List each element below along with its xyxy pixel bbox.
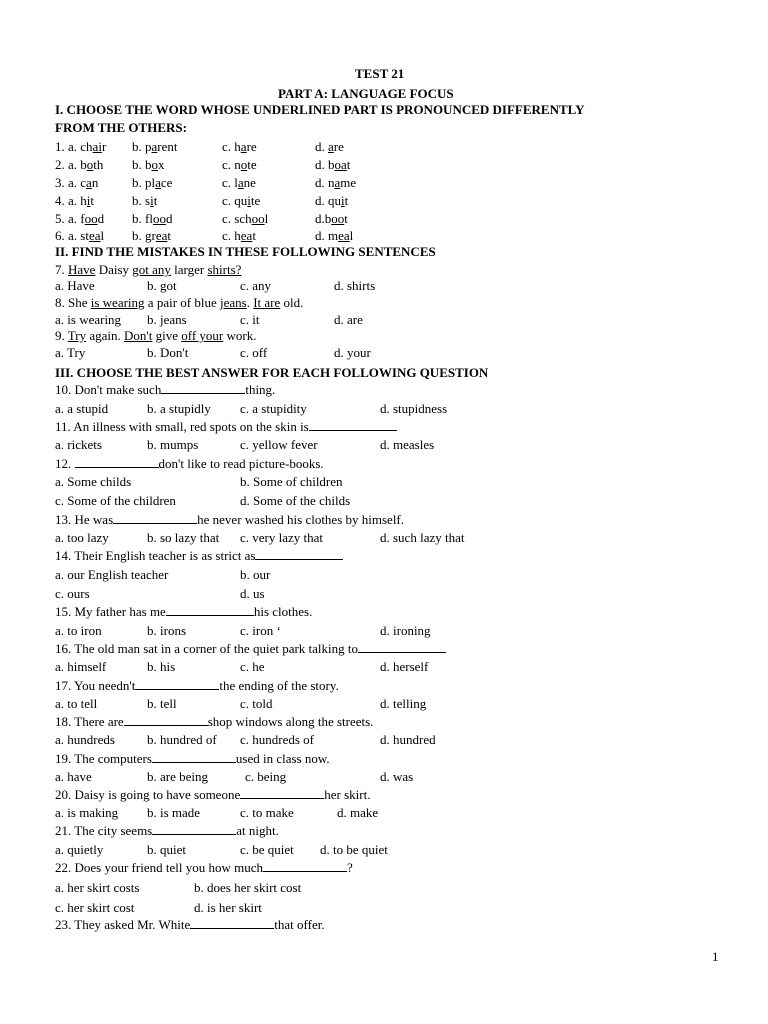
- q16-stem: 16. The old man sat in a corner of the quiet park talking to: [55, 641, 446, 656]
- q5-option-c: c. school: [222, 211, 269, 226]
- q10-option-d: d. stupidness: [380, 401, 448, 416]
- q2-option-a: 2. a. both: [55, 157, 104, 172]
- q9-sentence: 9. Try again. Don't give off your work.: [55, 328, 257, 343]
- q22-option-b: b. does her skirt cost: [194, 880, 302, 895]
- q19-option-d: d. was: [380, 769, 414, 784]
- q13-option-d: d. such lazy that: [380, 530, 465, 545]
- q10-option-c: c. a stupidity: [240, 401, 307, 416]
- answer-blank[interactable]: [358, 641, 446, 653]
- q12-option-d: d. Some of the childs: [240, 493, 351, 508]
- q7-sentence: 7. Have Daisy got any larger shirts?: [55, 262, 242, 277]
- section2-heading: II. FIND THE MISTAKES IN THESE FOLLOWING SENTENCES: [55, 244, 436, 259]
- q22-option-a: a. her skirt costs: [55, 880, 140, 895]
- answer-blank[interactable]: [309, 419, 397, 431]
- q1-option-c: c. hare: [222, 139, 257, 154]
- q15-stem: 15. My father has me his clothes.: [55, 604, 313, 619]
- q5-option-d: d.boot: [315, 211, 348, 226]
- q19-stem: 19. The computers used in class now.: [55, 751, 330, 766]
- q11-option-b: b. mumps: [147, 437, 199, 452]
- q3-option-a: 3. a. can: [55, 175, 99, 190]
- q7-option-a: a. Have: [55, 278, 95, 293]
- q15-option-b: b. irons: [147, 623, 186, 638]
- q16-option-a: a. himself: [55, 659, 107, 674]
- q7-option-d: d. shirts: [334, 278, 376, 293]
- q3-option-b: b. place: [132, 175, 173, 190]
- q17-option-b: b. tell: [147, 696, 177, 711]
- answer-blank[interactable]: [152, 751, 236, 763]
- answer-blank[interactable]: [263, 860, 347, 872]
- answer-blank[interactable]: [113, 512, 197, 524]
- q5-option-a: 5. a. food: [55, 211, 105, 226]
- q13-option-b: b. so lazy that: [147, 530, 220, 545]
- q19-option-b: b. are being: [147, 769, 209, 784]
- test-title: TEST 21: [355, 66, 405, 81]
- q19-option-a: a. have: [55, 769, 92, 784]
- q20-option-a: a. is making: [55, 805, 119, 820]
- q13-option-c: c. very lazy that: [240, 530, 324, 545]
- q6-option-d: d. meal: [315, 228, 354, 243]
- q9-option-a: a. Try: [55, 345, 86, 360]
- q2-option-d: d. boat: [315, 157, 351, 172]
- answer-blank[interactable]: [240, 787, 324, 799]
- q20-option-c: c. to make: [240, 805, 294, 820]
- q15-option-c: c. iron ‘: [240, 623, 281, 638]
- q12-stem: 12. don't like to read picture-books.: [55, 456, 324, 471]
- answer-blank[interactable]: [190, 917, 274, 929]
- q4-option-c: c. quite: [222, 193, 261, 208]
- q22-option-d: d. is her skirt: [194, 900, 262, 915]
- q21-option-a: a. quietly: [55, 842, 104, 857]
- page-number: 1: [712, 949, 719, 964]
- q10-stem: 10. Don't make such thing.: [55, 382, 276, 397]
- q9-option-b: b. Don't: [147, 345, 189, 360]
- q18-stem: 18. There are shop windows along the streets.: [55, 714, 374, 729]
- q9-option-c: c. off: [240, 345, 268, 360]
- q10-option-b: b. a stupidly: [147, 401, 211, 416]
- q17-option-a: a. to tell: [55, 696, 98, 711]
- q6-option-a: 6. a. steal: [55, 228, 105, 243]
- q19-option-c: c. being: [245, 769, 287, 784]
- q3-option-d: d. name: [315, 175, 357, 190]
- q22-stem: 22. Does your friend tell you how much ?: [55, 860, 353, 875]
- q14-option-b: b. our: [240, 567, 271, 582]
- q18-option-d: d. hundred: [380, 732, 436, 747]
- q17-option-c: c. told: [240, 696, 273, 711]
- q14-option-c: c. ours: [55, 586, 90, 601]
- q20-option-b: b. is made: [147, 805, 201, 820]
- section3-heading: III. CHOOSE THE BEST ANSWER FOR EACH FOLLOWING QUESTION: [55, 365, 489, 380]
- q23-stem: 23. They asked Mr. White that offer.: [55, 917, 325, 932]
- q18-option-a: a. hundreds: [55, 732, 115, 747]
- q4-option-a: 4. a. hit: [55, 193, 95, 208]
- q12-option-a: a. Some childs: [55, 474, 132, 489]
- answer-blank[interactable]: [135, 678, 219, 690]
- section1-heading: I. CHOOSE THE WORD WHOSE UNDERLINED PART IS PRONOUNCED DIFFERENTLY: [55, 102, 585, 117]
- q20-option-d: d. make: [337, 805, 379, 820]
- q8-option-c: c. it: [240, 312, 260, 327]
- q17-stem: 17. You needn't the ending of the story.: [55, 678, 339, 693]
- q15-option-a: a. to iron: [55, 623, 102, 638]
- q1-option-a: 1. a. chair: [55, 139, 107, 154]
- q18-option-b: b. hundred of: [147, 732, 217, 747]
- q18-option-c: c. hundreds of: [240, 732, 315, 747]
- q12-option-b: b. Some of children: [240, 474, 343, 489]
- q4-option-d: d. quit: [315, 193, 349, 208]
- q1-option-d: d. are: [315, 139, 344, 154]
- q9-option-d: d. your: [334, 345, 371, 360]
- q16-option-b: b. his: [147, 659, 176, 674]
- q20-stem: 20. Daisy is going to have someone her skirt.: [55, 787, 371, 802]
- q14-option-a: a. our English teacher: [55, 567, 169, 582]
- q12-option-c: c. Some of the children: [55, 493, 176, 508]
- q16-option-c: c. he: [240, 659, 265, 674]
- q10-option-a: a. a stupid: [55, 401, 109, 416]
- part-title: PART A: LANGUAGE FOCUS: [278, 86, 454, 101]
- q7-option-c: c. any: [240, 278, 272, 293]
- answer-blank[interactable]: [166, 604, 254, 616]
- q11-option-d: d. measles: [380, 437, 435, 452]
- answer-blank[interactable]: [75, 456, 159, 468]
- answer-blank[interactable]: [255, 548, 343, 560]
- q2-option-c: c. note: [222, 157, 257, 172]
- q21-option-b: b. quiet: [147, 842, 186, 857]
- q1-option-b: b. parent: [132, 139, 178, 154]
- q6-option-c: c. heat: [222, 228, 256, 243]
- q15-option-d: d. ironing: [380, 623, 431, 638]
- q16-option-d: d. herself: [380, 659, 429, 674]
- q8-option-a: a. is wearing: [55, 312, 122, 327]
- q11-option-c: c. yellow fever: [240, 437, 318, 452]
- q13-stem: 13. He was he never washed his clothes by himself.: [55, 512, 405, 527]
- q8-option-b: b. jeans: [147, 312, 187, 327]
- section1-heading-cont: FROM THE OTHERS:: [55, 120, 187, 135]
- q21-stem: 21. The city seems at night.: [55, 823, 279, 838]
- q4-option-b: b. sit: [132, 193, 158, 208]
- q11-stem: 11. An illness with small, red spots on the skin is: [55, 419, 397, 434]
- q6-option-b: b. great: [132, 228, 172, 243]
- q8-sentence: 8. She is wearing a pair of blue jeans. It are old.: [55, 295, 304, 310]
- q11-option-a: a. rickets: [55, 437, 102, 452]
- q8-option-d: d. are: [334, 312, 363, 327]
- q21-option-d: d. to be quiet: [320, 842, 388, 857]
- q7-option-b: b. got: [147, 278, 177, 293]
- q21-option-c: c. be quiet: [240, 842, 294, 857]
- q5-option-b: b. flood: [132, 211, 173, 226]
- q14-stem: 14. Their English teacher is as strict as: [55, 548, 343, 563]
- q13-option-a: a. too lazy: [55, 530, 109, 545]
- answer-blank[interactable]: [152, 823, 236, 835]
- q17-option-d: d. telling: [380, 696, 427, 711]
- q14-option-d: d. us: [240, 586, 265, 601]
- answer-blank[interactable]: [124, 714, 208, 726]
- q22-option-c: c. her skirt cost: [55, 900, 135, 915]
- q2-option-b: b. box: [132, 157, 165, 172]
- answer-blank[interactable]: [161, 382, 245, 394]
- q3-option-c: c. lane: [222, 175, 256, 190]
